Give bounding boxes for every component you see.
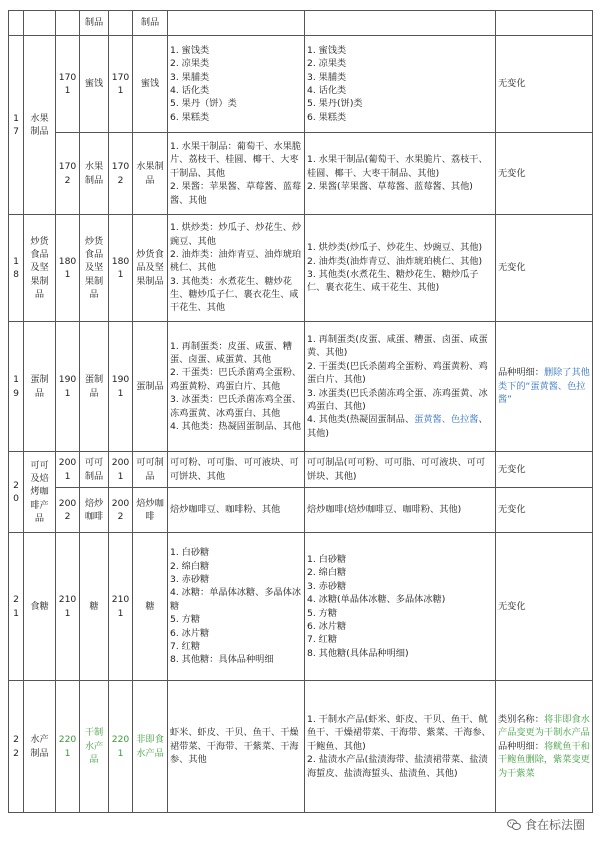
list-item: 6. 果糕类: [170, 111, 210, 123]
new-items: [305, 452, 496, 488]
table-row: [9, 322, 593, 452]
list-item: 2. 绵白糖: [170, 560, 210, 572]
list-item: 4. 冰糖：单晶体冰糖、多晶体冰糖: [170, 587, 302, 612]
old-items: [168, 133, 305, 215]
row-number: 17: [9, 36, 24, 215]
row-number: 20: [9, 452, 24, 533]
category-name: 可可及焙烤咖啡产品: [24, 452, 56, 533]
item-text: 、其他): [307, 414, 488, 439]
list-item: 2. 绵白糖: [307, 567, 347, 579]
category-name: 水果制品: [24, 36, 56, 215]
table-row: [9, 36, 593, 133]
old-items: [168, 452, 305, 488]
list-item: 1. 烘炒类：炒瓜子、炒花生、炒豌豆、其他: [170, 222, 302, 247]
new-sub-code: 1701: [109, 36, 133, 133]
list-item: 2. 凉果类: [170, 58, 210, 70]
list-item: 5. 方糖: [170, 614, 201, 626]
sub-code: 1901: [56, 322, 80, 452]
change-note: 无变化: [496, 133, 593, 215]
new-sub-code: 2101: [109, 533, 133, 681]
new-sub-code: 2002: [109, 488, 133, 533]
list-item: 3. 赤砂糖: [170, 574, 210, 586]
note-detail: 将鱿鱼干和干鲍鱼删除，紫菜变更为干紫菜: [498, 740, 590, 779]
new-items: [305, 681, 496, 813]
list-item: 可可粉、可可脂、可可液块、可可饼块、其他: [170, 457, 299, 482]
watermark-text: 食在标法圈: [524, 818, 585, 832]
new-sub-name: 炒货食品及坚果制品: [133, 215, 168, 322]
sub-code: 1702: [56, 133, 80, 215]
list-item: 2. 果酱：苹果酱、草莓酱、蓝莓酱、其他: [170, 181, 302, 206]
list-item: 2. 凉果类: [307, 58, 347, 70]
new-items: [305, 533, 496, 681]
sub-name: 可可制品: [80, 452, 109, 488]
new-sub-name: 蛋制品: [133, 322, 168, 452]
sub-code: 2101: [56, 533, 80, 681]
list-item: 3. 冰蛋类：巴氏杀菌冻鸡全蛋、冻鸡蛋黄、冰鸡蛋白、其他: [170, 394, 302, 419]
change-note: 无变化: [496, 452, 593, 488]
list-item: 2. 果酱(苹果酱、草莓酱、蓝莓酱、其他): [307, 181, 473, 193]
food-category-table: [8, 10, 593, 813]
new-items: [305, 215, 496, 322]
list-item-highlighted: [307, 413, 493, 440]
list-item: 1. 干制水产品(虾米、虾皮、干贝、鱼干、鱿鱼干、干燥裙带菜、干海带、紫菜、干海参、干鲍鱼、其他): [307, 714, 491, 752]
category-name: 食糖: [24, 533, 56, 681]
table-row: [9, 533, 593, 681]
list-item: 1. 蜜饯类: [307, 44, 347, 56]
category-name: 水产制品: [24, 681, 56, 813]
table-row: [9, 133, 593, 215]
list-item: 1. 烘炒类(炒瓜子、炒花生、炒豌豆、其他): [307, 242, 483, 254]
list-item: 焙炒咖啡(焙炒咖啡豆、咖啡粉、其他): [307, 504, 462, 516]
note-detail: 删除了其他类下的“蛋黄酱、色拉酱”: [498, 367, 590, 406]
sub-name: 制品: [80, 11, 109, 36]
new-sub-name: 焙炒咖啡: [133, 488, 168, 533]
row-number: 19: [9, 322, 24, 452]
table-row: [9, 681, 593, 813]
sub-name: 干制水产品: [80, 681, 109, 813]
list-item: 3. 果脯类: [170, 71, 210, 83]
note-prefix: 类别名称：: [498, 714, 544, 726]
list-item: 7. 红糖: [170, 640, 201, 652]
watermark: [507, 816, 585, 833]
new-sub-code: 1702: [109, 133, 133, 215]
sub-code: 2201: [56, 681, 80, 813]
new-sub-name: 制品: [133, 11, 168, 36]
list-item: 3. 其他类：水煮花生、糖炒花生、糖炒瓜子仁、裹衣花生、咸干花生、其他: [170, 275, 299, 314]
list-item: 6. 冰片糖: [307, 620, 347, 632]
note-prefix: 品种明细：: [498, 740, 544, 752]
new-sub-name: 非即食水产品: [133, 681, 168, 813]
sub-name: 焙炒咖啡: [80, 488, 109, 533]
sub-name: 炒货食品及坚果制品: [80, 215, 109, 322]
list-item: 6. 冰片糖: [170, 627, 210, 639]
sub-name: 蜜饯: [80, 36, 109, 133]
list-item: 5. 果丹（饼）类: [170, 98, 237, 110]
category-name: 蛋制品: [24, 322, 56, 452]
new-sub-name: 糖: [133, 533, 168, 681]
list-item: 2. 油炸类：油炸青豆、油炸琥珀桃仁、其他: [170, 248, 302, 274]
sub-code: 2001: [56, 452, 80, 488]
row-number: 22: [9, 681, 24, 813]
list-item: 1. 白砂糖: [170, 547, 210, 559]
row-number: 21: [9, 533, 24, 681]
list-item: 3. 果脯类: [307, 71, 347, 83]
list-item: 5. 果丹(饼)类: [307, 98, 363, 110]
list-item: 1. 再制蛋类(皮蛋、咸蛋、糟蛋、卤蛋、咸蛋黄、其他): [307, 334, 488, 359]
list-item: 1. 再制蛋类：皮蛋、咸蛋、糟蛋、卤蛋、咸蛋黄、其他: [170, 340, 292, 366]
change-note: [496, 681, 593, 813]
list-item: 1. 蜜饯类: [170, 44, 210, 56]
sub-name: 糖: [80, 533, 109, 681]
change-note: 无变化: [496, 533, 593, 681]
old-items: [168, 533, 305, 681]
list-item: 4. 冰糖(单晶体冰糖、多晶体冰糖): [307, 594, 446, 606]
note-prefix: 品种明细：: [498, 367, 544, 379]
list-item: 1. 水果干制品：葡萄干、水果脆片、荔枝干、桂圆、椰干、大枣干制品、其他: [170, 141, 302, 179]
list-item: 2. 油炸类(油炸青豆、油炸琥珀桃仁、其他): [307, 255, 483, 267]
list-item: 虾米、虾皮、干贝、鱼干、干燥裙带菜、干海带、干紫菜、干海参、其他: [170, 727, 299, 766]
item-text: 4. 其他类(热凝固蛋制品、: [307, 414, 415, 426]
list-item: 7. 红糖: [307, 634, 338, 646]
list-item: 3. 其他类(水煮花生、糖炒花生、糖炒瓜子仁、裹衣花生、咸干花生、其他): [307, 269, 479, 294]
list-item: 2. 干蛋类：巴氏杀菌鸡全蛋粉、鸡蛋黄粉、鸡蛋白片、其他: [170, 367, 302, 392]
wechat-icon: [507, 819, 521, 831]
new-sub-name: 水果制品: [133, 133, 168, 215]
old-items: [168, 36, 305, 133]
table-row: [9, 215, 593, 322]
sub-code: 1701: [56, 36, 80, 133]
new-sub-code: 1801: [109, 215, 133, 322]
list-item: 2. 干蛋类(巴氏杀菌鸡全蛋粉、鸡蛋黄粉、鸡蛋白片、其他): [307, 360, 488, 386]
new-sub-code: 2001: [109, 452, 133, 488]
category-name: 炒货食品及坚果制品: [24, 215, 56, 322]
old-items: [168, 681, 305, 813]
list-item: 4. 话化类: [170, 85, 210, 96]
new-sub-code: 2201: [109, 681, 133, 813]
sub-code: 1801: [56, 215, 80, 322]
list-item: 可可制品(可可粉、可可脂、可可液块、可可饼块、其他): [307, 457, 486, 482]
list-item: 8. 其他糖：具体品种明细: [170, 654, 274, 666]
note-line: [498, 713, 590, 740]
row-number: 18: [9, 215, 24, 322]
list-item: 2. 盐渍水产品(盐渍海带、盐渍裙带菜、盐渍海蜇皮、盐渍海蜇头、盐渍鱼、其他): [307, 754, 488, 779]
list-item: 1. 白砂糖: [307, 554, 347, 566]
list-item: 8. 其他糖(具体品种明细): [307, 647, 409, 659]
removed-text: 蛋黄酱、色拉酱: [414, 414, 479, 426]
change-note: 无变化: [496, 215, 593, 322]
list-item: 3. 赤砂糖: [307, 580, 347, 592]
new-items: [305, 133, 496, 215]
new-items: [305, 488, 496, 533]
list-item: 4. 其他类：热凝固蛋制品、其他: [170, 420, 302, 432]
new-sub-code: 1901: [109, 322, 133, 452]
sub-name: 蛋制品: [80, 322, 109, 452]
list-item: 1. 水果干制品(葡萄干、水果脆片、荔枝干、桂圆、椰干、大枣干制品、其他): [307, 154, 488, 179]
old-items: [168, 488, 305, 533]
change-note: 无变化: [496, 488, 593, 533]
table-row: [9, 488, 593, 533]
old-items: [168, 215, 305, 322]
list-item: 3. 冰蛋类(巴氏杀菌冻鸡全蛋、冻鸡蛋黄、冰鸡蛋白、其他): [307, 387, 488, 412]
sub-name: 水果制品: [80, 133, 109, 215]
new-sub-name: 蜜饯: [133, 36, 168, 133]
sub-code: 2002: [56, 488, 80, 533]
new-items: [305, 36, 496, 133]
new-sub-name: 可可制品: [133, 452, 168, 488]
new-items: [305, 322, 496, 452]
list-item: 焙炒咖啡豆、咖啡粉、其他: [170, 504, 281, 516]
note-detail: 将非即食水产品变更为干制水产品: [498, 714, 590, 739]
list-item: 6. 果糕类: [307, 111, 347, 123]
change-note: [496, 322, 593, 452]
list-item: 4. 话化类: [307, 85, 347, 96]
old-items: [168, 322, 305, 452]
table-row: [9, 11, 593, 36]
table-row: [9, 452, 593, 488]
list-item: 5. 方糖: [307, 607, 338, 619]
change-note: 无变化: [496, 36, 593, 133]
note-line: [498, 740, 590, 780]
